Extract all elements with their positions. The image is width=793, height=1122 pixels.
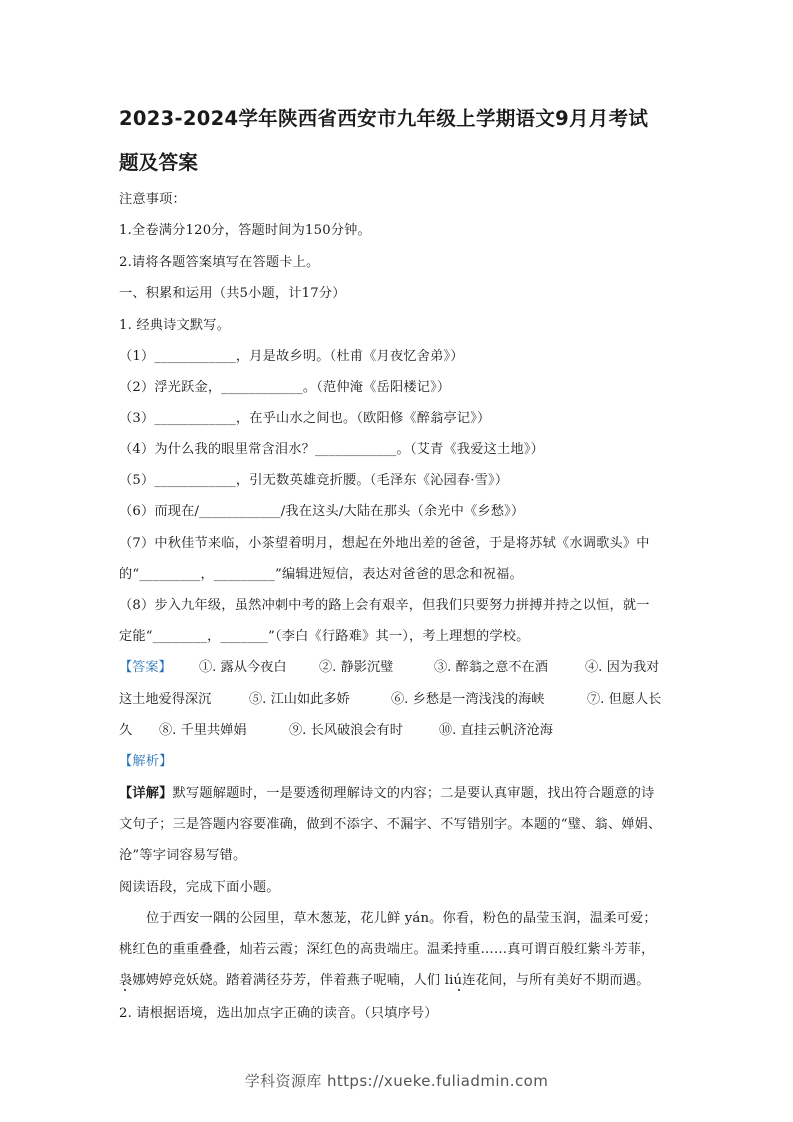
question-item: （3）____________，在乎山水之间也。（欧阳修《醉翁亭记》） <box>119 411 491 426</box>
answer-item: ②. 静影沉璧 <box>319 660 394 675</box>
answer-item: ①. 露从今夜白 <box>199 660 287 675</box>
question-item: 定能“________，_______”（李白《行路难》其一），考上理想的学校。 <box>119 629 530 644</box>
reading-paragraph-line: 袅娜娉婷竞妖娆。踏着满径芬芳，伴着燕子呢喃，人们 liú连花间，与所有美好不期而遇。 <box>119 973 650 988</box>
question-stem: 2. 请根据语境，选出加点字正确的读音。（只填序号） <box>119 1006 438 1021</box>
note-item: 2.请将各题答案填写在答题卡上。 <box>119 255 320 270</box>
analysis-text: 默写题解题时，一是要透彻理解诗文的内容；二是要认真审题，找出符合题意的诗 <box>172 786 655 801</box>
answer-item: ④. 因为我对 <box>585 660 660 675</box>
question-item: 的“_________，_________”编辑进短信，表达对爸爸的思念和祝福。 <box>119 567 523 582</box>
answer-item: ⑦. 但愿人长 <box>587 692 662 707</box>
analysis-line: 文句子；三是答题内容要准确，做到不添字、不漏字、不写错别字。本题的“璧、翁、婵娟、 <box>119 817 662 832</box>
question-item: （7）中秋佳节来临，小茶望着明月，想起在外地出差的爸爸，于是将苏轼《水调歌头》中 <box>119 536 650 551</box>
question-item: （2）浮光跃金，____________。（范仲淹《岳阳楼记》） <box>119 380 451 395</box>
question-stem: 1. 经典诗文默写。 <box>119 318 231 333</box>
emphasis-dot <box>124 989 126 991</box>
answer-item: ③. 醉翁之意不在酒 <box>434 660 548 675</box>
notes-heading: 注意事项： <box>119 192 186 207</box>
answer-item: ⑩. 直挂云帆济沧海 <box>439 723 553 738</box>
emphasis-dot <box>458 989 460 991</box>
answer-item: 久 <box>119 723 133 738</box>
answer-item: 这土地爱得深沉 <box>119 692 212 707</box>
analysis-line <box>119 782 655 801</box>
page-title-line2: 题及答案 <box>119 151 199 174</box>
detail-tag: 【详解】 <box>119 786 173 801</box>
question-item: （5）____________，引无数英雄竞折腰。（毛泽东《沁园春·雪》） <box>119 473 509 488</box>
answer-tag: 【答案】 <box>119 660 172 675</box>
reading-intro: 阅读语段，完成下面小题。 <box>119 880 280 895</box>
section-heading: 一、积累和运用（共5小题，计17分） <box>119 286 346 301</box>
answer-item: ⑨. 长风破浪会有时 <box>289 723 403 738</box>
question-item: （8）步入九年级，虽然冲刺中考的路上会有艰辛，但我们只要努力拼搏并持之以恒，就一 <box>119 598 650 613</box>
page-title: 2023-2024学年陕西省西安市九年级上学期语文9月月考试 <box>119 107 649 130</box>
reading-paragraph-line: 桃红色的重重叠叠，灿若云霞；深红色的高贵端庄。温柔持重……真可谓百般红紫斗芳菲， <box>119 942 655 957</box>
question-item: （6）而现在/____________/我在这头/大陆在那头（余光中《乡愁》） <box>119 504 525 519</box>
answer-item: ⑥. 乡愁是一湾浅浅的海峡 <box>391 692 545 707</box>
note-item: 1.全卷满分120分，答题时间为150分钟。 <box>119 223 371 238</box>
reading-paragraph-line: 位于西安一隅的公园里，草木葱茏，花儿鲜 yán。你看，粉色的晶莹玉润，温柔可爱； <box>146 911 657 926</box>
answer-item: ⑤. 江山如此多娇 <box>249 692 350 707</box>
footer-watermark: 学科资源库 https://xueke.fuliadmin.com <box>244 1072 549 1090</box>
analysis-tag: 【解析】 <box>119 754 173 769</box>
question-item: （1）____________，月是故乡明。（杜甫《月夜忆舍弟》） <box>119 349 464 364</box>
question-item: （4）为什么我的眼里常含泪水？____________。（艾青《我爱这土地》） <box>119 442 544 457</box>
analysis-line: 沧”等字词容易写错。 <box>119 848 247 863</box>
answer-item: ⑧. 千里共婵娟 <box>159 723 247 738</box>
